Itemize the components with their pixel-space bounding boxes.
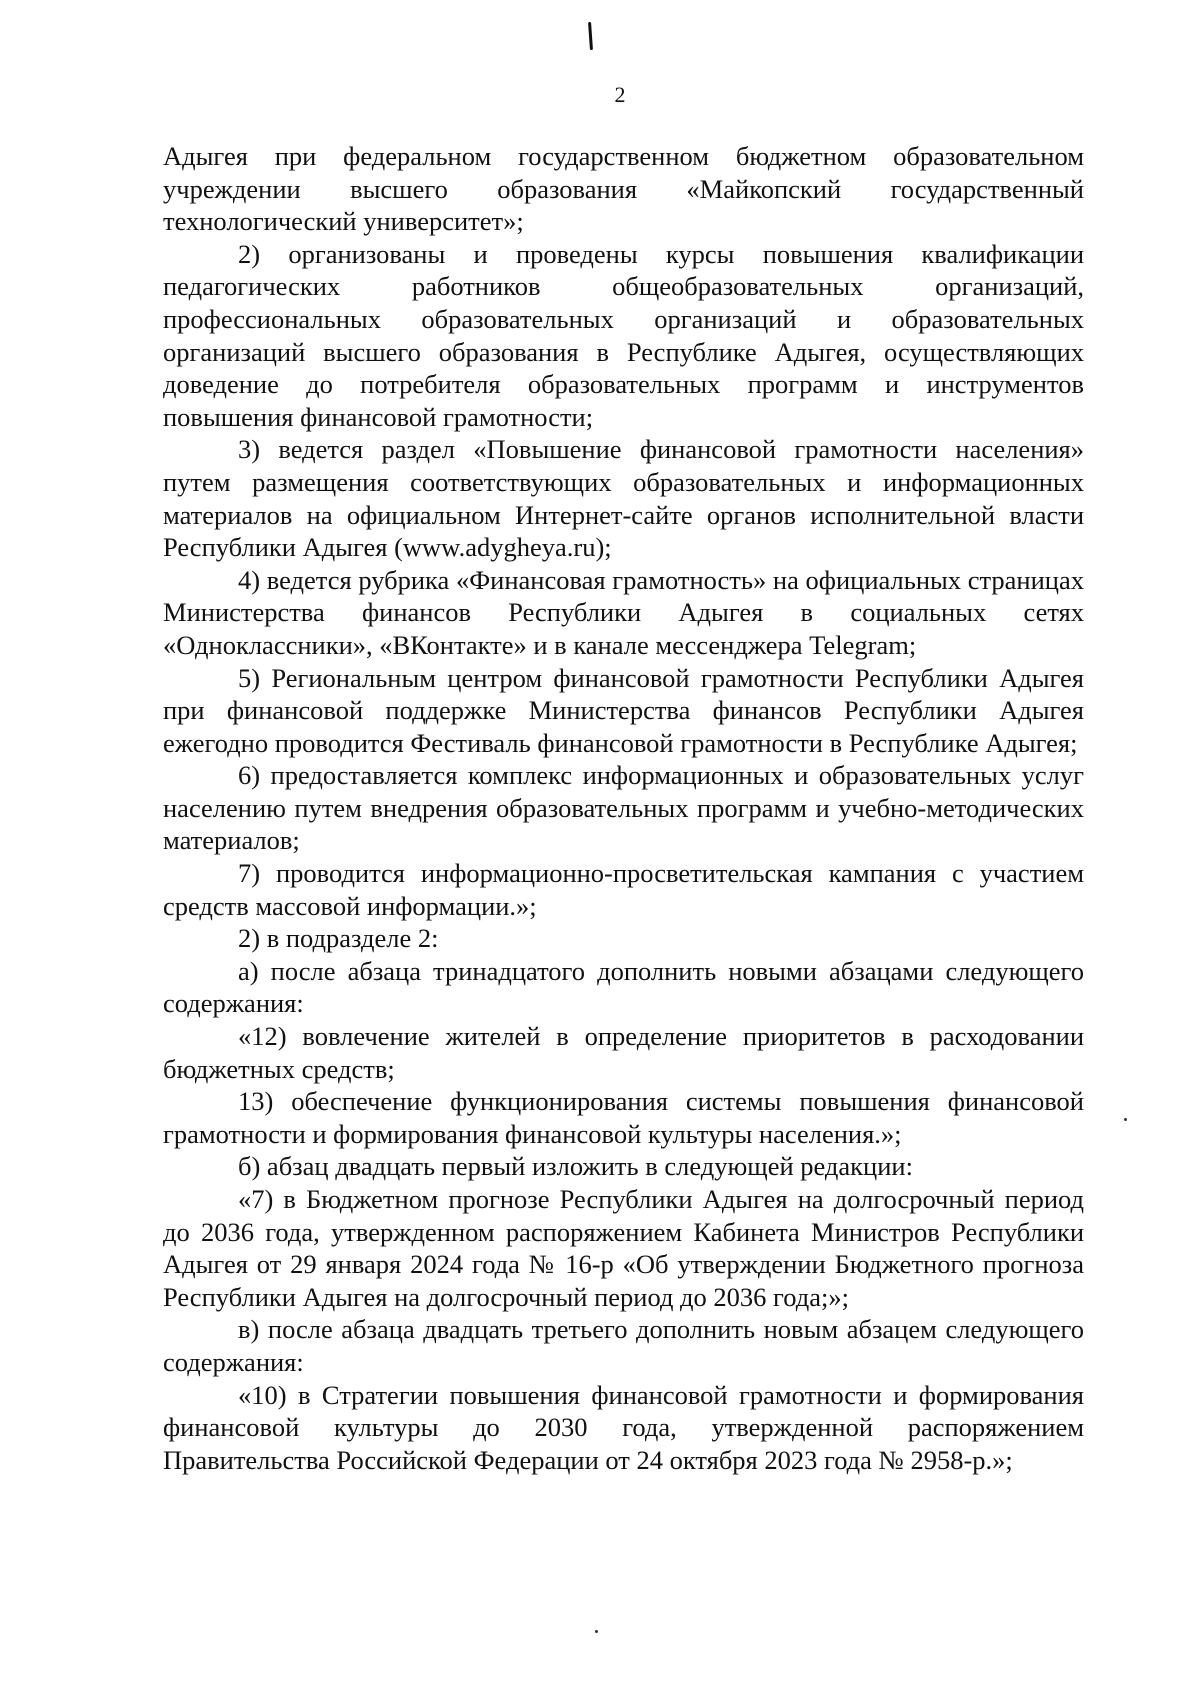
paragraph: в) после абзаца двадцать третьего дополнить новым абзацем следующего содержания: (163, 1314, 1084, 1377)
paragraph: 5) Региональным центром финансовой грамотности Республики Адыгея при финансовой поддержке Министерства финансов Республики Адыгея ежегодно проводится Фестиваль финансовой грамотности в Республике Адыгея; (163, 662, 1084, 758)
paragraph: 2) организованы и проведены курсы повышения квалификации педагогических работников общеобразовательных организаций, профессиональных образовательных организаций и образовательных организаций высшего образования в Республике Адыгея, осуществляющих доведение до потребителя образовательных программ и инструментов повышения финансовой грамотности; (163, 238, 1084, 432)
paragraph: а) после абзаца тринадцатого дополнить новыми абзацами следующего содержания: (163, 955, 1084, 1019)
scan-speck (595, 1630, 598, 1633)
paragraph: 13) обеспечение функционирования системы повышения финансовой грамотности и формирования финансовой культуры населения.»; (163, 1086, 1084, 1149)
scan-mark (588, 22, 593, 50)
page-number: 2 (614, 82, 626, 107)
paragraph: Адыгея при федеральном государственном бюджетном образовательном учреждении высшего образования «Майкопский государственный технологический университет»; (163, 141, 1084, 237)
paragraph: «7) в Бюджетном прогнозе Республики Адыгея на долгосрочный период до 2036 года, утвержденном распоряжением Кабинета Министров Республики Адыгея от 29 января 2024 года № 16-р «Об утверждении Бюджетного прогноза Республики Адыгея на долгосрочный период до 2036 года;»; (163, 1184, 1084, 1312)
scan-speck (1124, 1118, 1127, 1121)
paragraph: 4) ведется рубрика «Финансовая грамотность» на официальных страницах Министерства финансов Республики Адыгея в социальных сетях «Одноклассники», «ВКонтакте» и в канале мессенджера Telegram; (163, 564, 1084, 660)
paragraph: «12) вовлечение жителей в определение приоритетов в расходовании бюджетных средств; (163, 1021, 1084, 1084)
document-body (163, 140, 1084, 1476)
paragraph: 6) предоставляется комплекс информационных и образовательных услуг населению путем внедрения образовательных программ и учебно-методических материалов; (163, 760, 1084, 856)
paragraph: 2) в подразделе 2: (238, 923, 439, 954)
paragraph: 7) проводится информационно-просветительская кампания с участием средств массовой информации.»; (163, 858, 1084, 921)
paragraph: 3) ведется раздел «Повышение финансовой грамотности населения» путем размещения соответствующих образовательных и информационных материалов на официальном Интернет-сайте органов исполнительной власти Республики Адыгея (www.adygheya.ru); (163, 434, 1084, 563)
paragraph: «10) в Стратегии повышения финансовой грамотности и формирования финансовой культуры до 2030 года, утвержденной распоряжением Правительства Российской Федерации от 24 октября 2023 года № 2958-р.»; (163, 1379, 1084, 1475)
paragraph: б) абзац двадцать первый изложить в следующей редакции: (238, 1151, 913, 1182)
